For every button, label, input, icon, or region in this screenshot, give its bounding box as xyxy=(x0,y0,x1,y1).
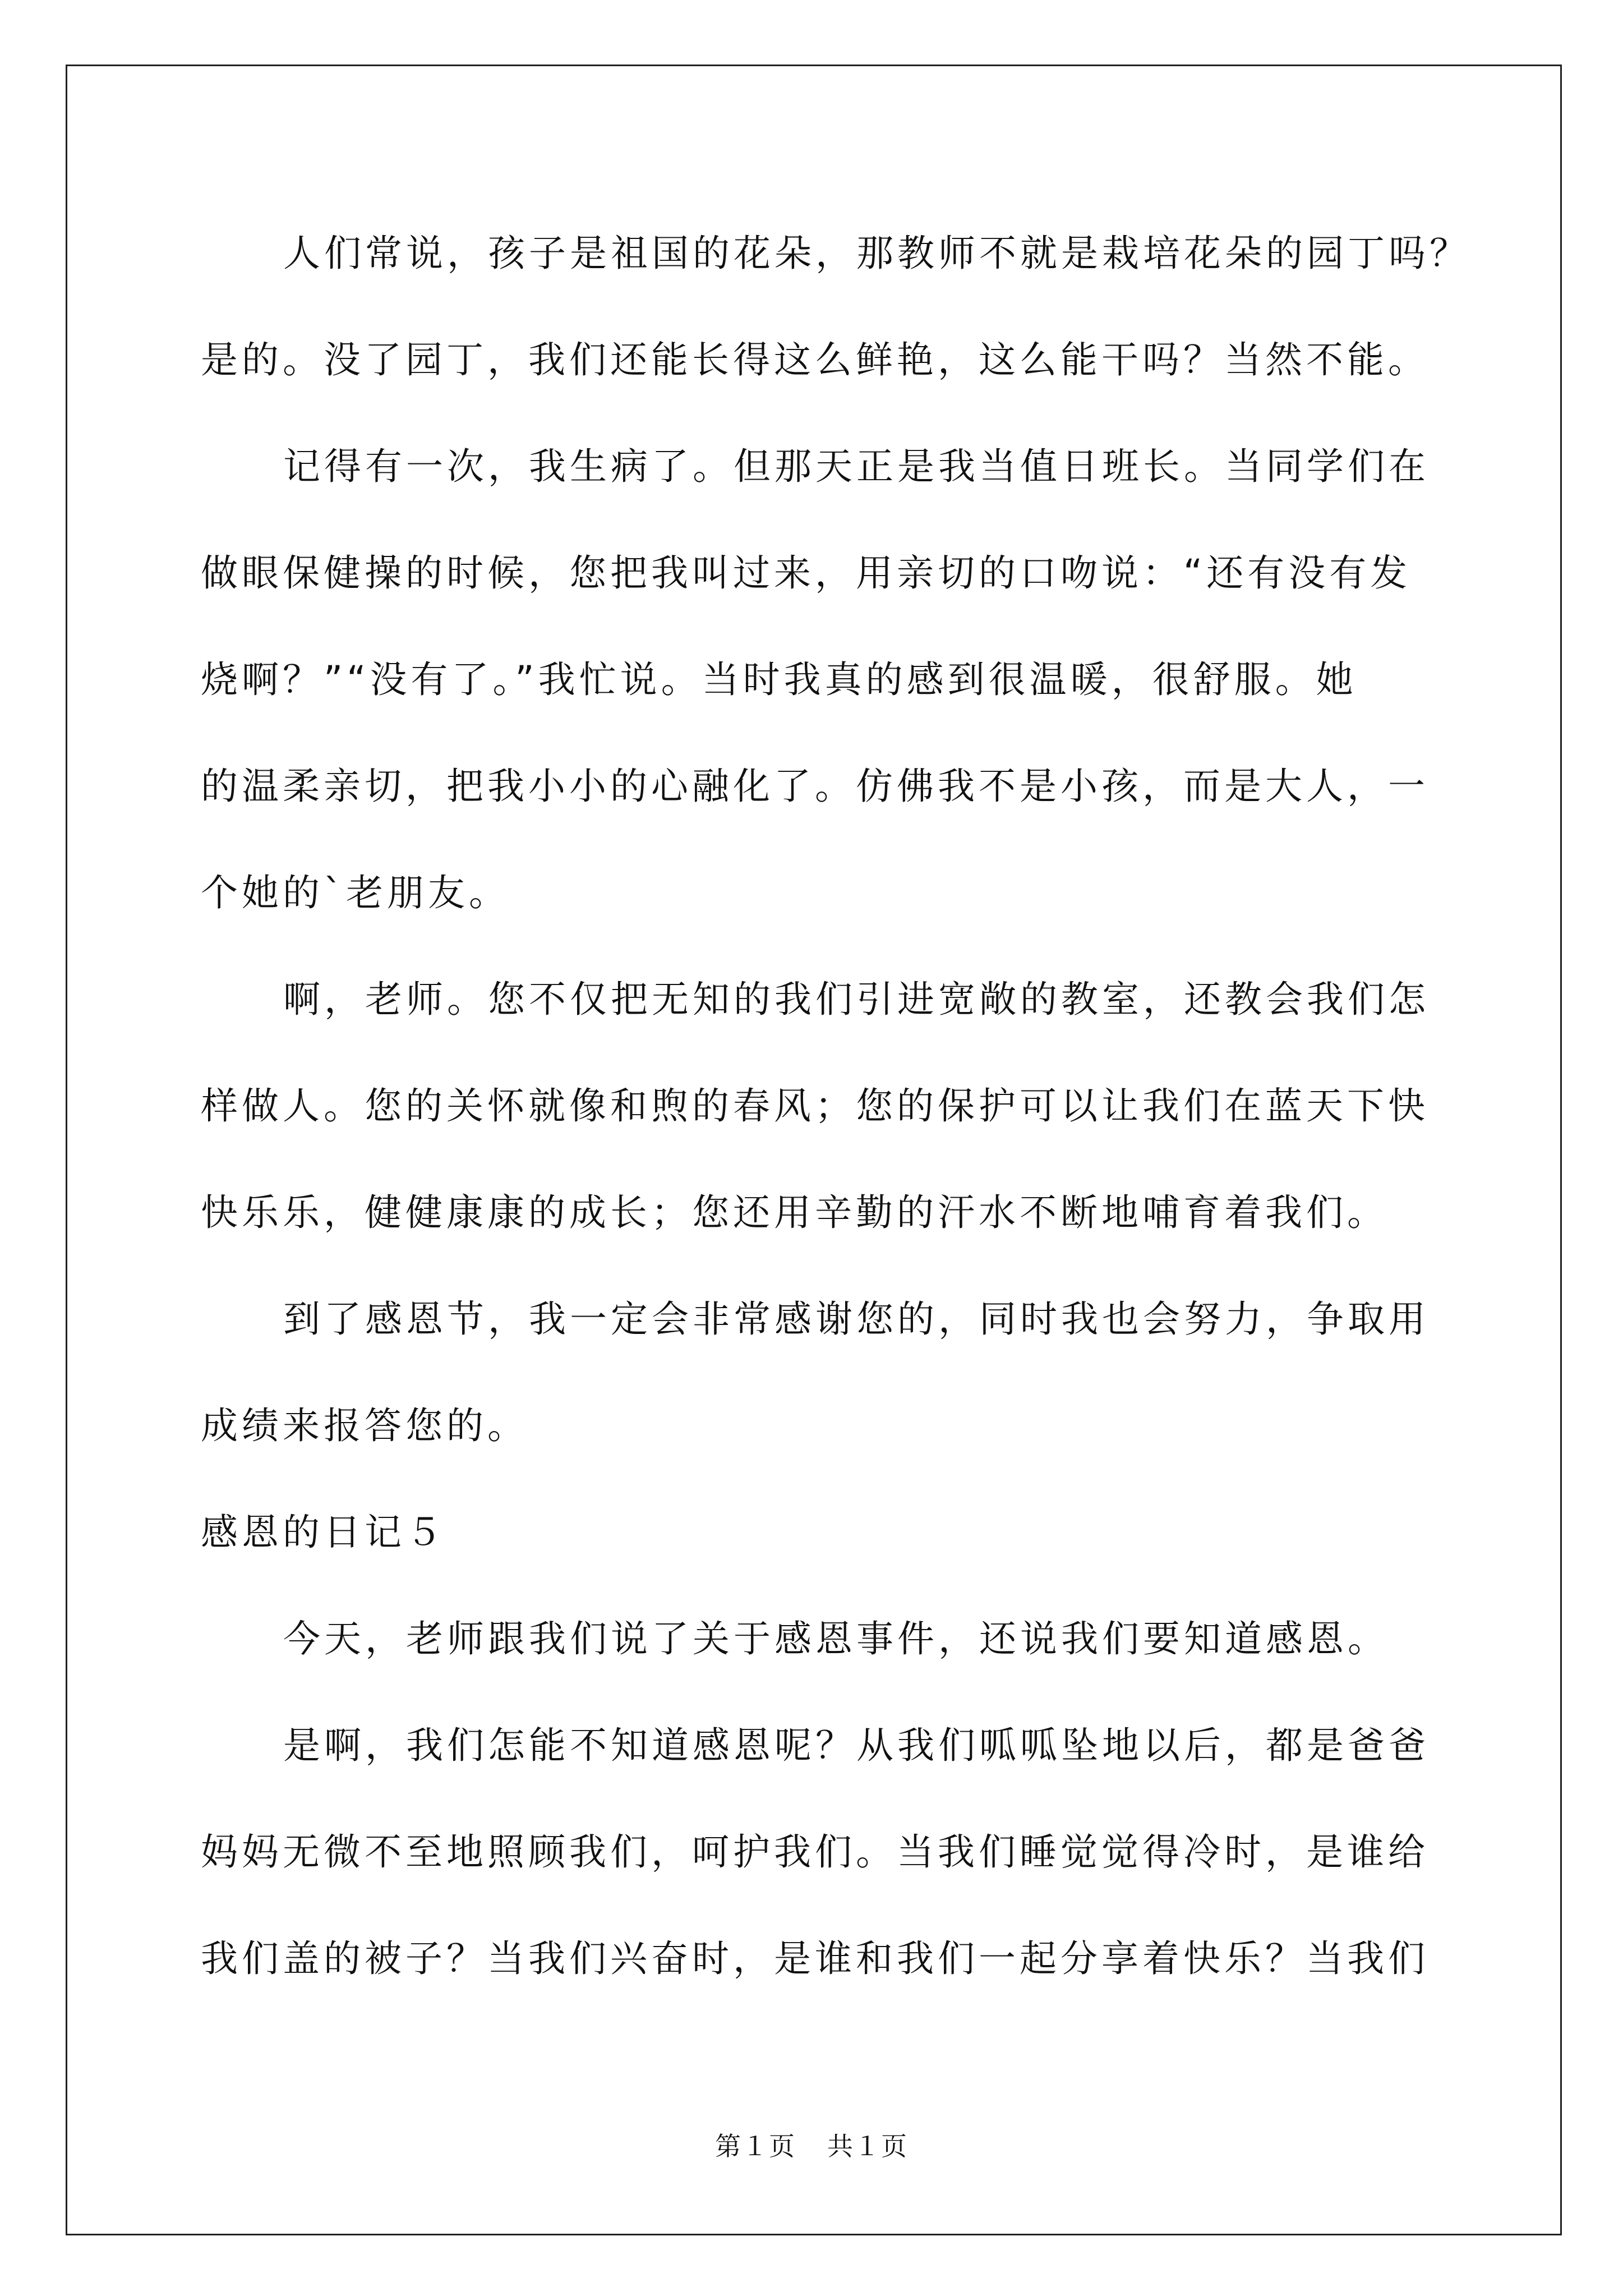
page-total: 共１页 xyxy=(827,2131,908,2161)
section-heading: 感恩的日记５ xyxy=(201,1511,446,1554)
paragraph-2-line-5: 个她的`老朋友。 xyxy=(201,871,510,914)
page-footer xyxy=(0,2129,1623,2163)
paragraph-3-line-1: 啊，老师。您不仅把无知的我们引进宽敞的教室，还教会我们怎 xyxy=(283,978,1430,1021)
paragraph-2-line-4: 的温柔亲切，把我小小的心融化了。仿佛我不是小孩，而是大人，一 xyxy=(201,765,1429,808)
paragraph-3-line-3: 快乐乐，健健康康的成长；您还用辛勤的汗水不断地哺育着我们。 xyxy=(201,1191,1388,1234)
paragraph-4-line-1: 到了感恩节，我一定会非常感谢您的，同时我也会努力，争取用 xyxy=(283,1297,1430,1341)
paragraph-4-line-2: 成绩来报答您的。 xyxy=(201,1404,528,1447)
paragraph-2-line-2: 做眼保健操的时候，您把我叫过来，用亲切的口吻说：“还有没有发 xyxy=(201,551,1412,595)
page-number: 第１页 xyxy=(715,2131,796,2161)
paragraph-5-line-1: 今天，老师跟我们说了关于感恩事件，还说我们要知道感恩。 xyxy=(283,1617,1389,1660)
paragraph-2-line-1: 记得有一次，我生病了。但那天正是我当值日班长。当同学们在 xyxy=(283,445,1430,488)
paragraph-3-line-2: 样做人。您的关怀就像和煦的春风；您的保护可以让我们在蓝天下快 xyxy=(201,1084,1429,1128)
paragraph-1-line-2: 是的。没了园丁，我们还能长得这么鲜艳，这么能干吗？当然不能。 xyxy=(201,338,1429,381)
page-border xyxy=(66,65,1562,2235)
paragraph-1-line-1: 人们常说，孩子是祖国的花朵，那教师不就是栽培花朵的园丁吗？ xyxy=(283,232,1470,275)
paragraph-2-line-3: 烧啊？”“没有了。”我忙说。当时我真的感到很温暖，很舒服。她 xyxy=(201,658,1357,701)
paragraph-6-line-2: 妈妈无微不至地照顾我们，呵护我们。当我们睡觉觉得冷时，是谁给 xyxy=(201,1830,1429,1874)
paragraph-6-line-1: 是啊，我们怎能不知道感恩呢？从我们呱呱坠地以后，都是爸爸 xyxy=(283,1724,1430,1767)
paragraph-6-line-3: 我们盖的被子？当我们兴奋时，是谁和我们一起分享着快乐？当我们 xyxy=(201,1937,1429,1980)
